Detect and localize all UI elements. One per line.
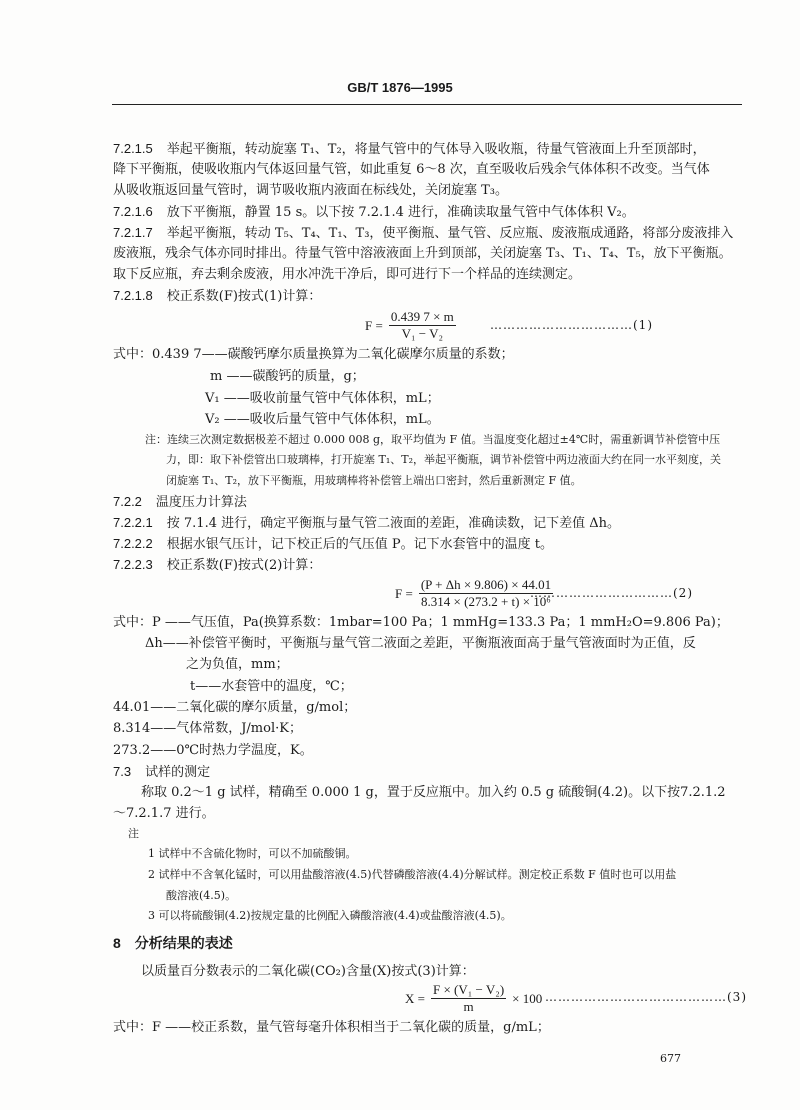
line-text: 酸溶液(4.5)。 [166,889,237,902]
section-number: 8 [113,935,121,951]
text-line [141,964,475,980]
line-text: 从吸收瓶返回量气管时，调节吸收瓶内液面在标线处，关闭旋塞 T₃。 [113,183,509,198]
section-7-2-2 [113,494,247,511]
denominator: 8.314 × (273.2 + t) × 10⁶ [421,594,551,609]
text-line [190,679,353,695]
section-number: 7.2.2.3 [113,557,153,572]
text-line [113,267,581,283]
line-text: 注 [128,827,139,840]
formula-3 [405,982,542,1015]
line-text: t——水套管中的温度，℃； [190,679,353,694]
section-7-2-1-6 [113,204,635,221]
line-text: 根据水银气压计，记下校正后的气压值 P。记下水套管中的温度 t。 [166,537,554,552]
text-line [148,867,676,883]
line-text: m ——碳酸钙的质量，g； [210,369,365,384]
formula-tail: × 100 [512,990,543,1006]
line-text: 之为负值，mm； [186,657,289,672]
section-8 [113,935,233,952]
text-line [166,473,582,489]
text-line [113,700,356,716]
line-text: 3 可以将硫酸铜(4.2)按规定量的比例配入磷酸溶液(4.4)或盐酸溶液(4.5)。 [148,909,512,922]
line-text: 8.314——气体常数，J/mol·K； [113,721,302,736]
line-text: 校正系数(F)按式(1)计算： [166,289,322,304]
equation-number: ……………………………(1) [490,318,653,332]
line-text: 分析结果的表述 [134,936,233,952]
section-number: 7.2.1.5 [113,141,153,156]
line-text: 以质量百分数表示的二氧化碳(CO₂)含量(X)按式(3)计算： [141,964,475,979]
formula-lhs: F = [395,585,413,601]
line-text: 举起平衡瓶，转动旋塞 T₁、T₂，将量气管中的气体导入吸收瓶，待量气管液面上升至顶部时， [166,142,706,157]
numerator: (P + Δh × 9.806) × 44.01 [420,577,552,592]
section-7-2-2-3 [113,557,321,574]
line-text: 式中：F ——校正系数，量气管每毫升体积相当于二氧化碳的质量，g/mL； [113,1020,550,1035]
section-number: 7.2.2.2 [113,536,153,551]
text-line [205,391,440,407]
text-line [113,1020,550,1036]
equation-number: ……………………………………(3) [545,990,747,1004]
denominator: m [463,999,474,1014]
line-text: 放下平衡瓶，静置 15 s。以下按 7.2.1.4 进行，准确读取量气管中气体体积 V₂。 [166,205,635,220]
numerator: 0.439 7 × m [390,309,454,324]
equation-number: ……………………………(2) [530,586,693,600]
text-line [113,347,514,363]
text-line [186,657,289,673]
section-7-2-2-2 [113,536,553,553]
line-text: Δh——补偿管平衡时，平衡瓶与量气管二液面之差距，平衡瓶液面高于量气管液面时为正值，反 [145,636,696,651]
line-text: 温度压力计算法 [155,495,247,510]
header-rule [112,104,742,105]
line-text: 举起平衡瓶，转动 T₅、T₄、T₁、T₃，使平衡瓶、量气管、反应瓶、废液瓶成通路，将部分废液排入 [166,226,734,241]
section-7-2-1-8 [113,288,321,305]
text-line [166,452,721,468]
standard-header: GB/T 1876—1995 [347,80,453,95]
text-line [113,246,732,262]
line-text: 注：连续三次测定数据极差不超过 0.000 008 g，取平均值为 F 值。当温度变化超过±4℃时，需重新调节补偿管中压 [145,433,721,446]
section-number: 7.2.1.8 [113,288,153,303]
fraction [431,982,506,1015]
text-line [145,432,720,448]
formula-1 [365,309,462,342]
line-text: 1 试样中不含硫化物时，可以不加硫酸铜。 [148,847,357,860]
section-7-2-2-1 [113,515,620,532]
line-text: 273.2——0℃时热力学温度，K。 [113,743,313,758]
line-text: 44.01——二氧化碳的摩尔质量，g/mol； [113,700,357,715]
text-line [113,162,710,178]
text-line [205,412,440,428]
text-line [148,908,512,924]
line-text: ～7.2.1.7 进行。 [113,806,215,821]
section-number: 7.2.2 [113,494,142,509]
text-line [141,785,726,801]
text-line [113,743,313,759]
text-line [148,846,357,862]
text-line [113,721,302,737]
line-text: V₁ ——吸收前量气管中气体体积，mL； [205,391,440,406]
formula-lhs: F = [365,317,383,333]
text-line [210,369,365,385]
line-text: 降下平衡瓶，使吸收瓶内气体返回量气管，如此重复 6～8 次，直至吸收后残余气体体积不改变。当气体 [113,162,710,177]
section-number: 7.2.1.7 [113,225,153,240]
section-7-2-1-5 [113,141,706,158]
text-line [145,636,696,652]
line-text: 试样的测定 [145,765,211,780]
line-text: 2 试样中不含氧化锰时，可以用盐酸溶液(4.5)代替磷酸溶液(4.4)分解试样。测定校正系数 F 值时也可以用盐 [148,868,677,881]
text-line [128,826,139,842]
line-text: 式中：0.439 7——碳酸钙摩尔质量换算为二氧化碳摩尔质量的系数； [113,347,514,362]
text-line [113,615,729,631]
line-text: 取下反应瓶，弃去剩余废液，用水冲洗干净后，即可进行下一个样品的连续测定。 [113,267,582,282]
denominator: V₁ − V₂ [401,326,443,341]
page-number: 677 [660,1052,681,1065]
line-text: 力，即：取下补偿管出口玻璃棒，打开旋塞 T₁、T₂，举起平衡瓶，调节补偿管中两边液面大约在同一水平刻度，关 [166,453,721,466]
line-text: 闭旋塞 T₁、T₂，放下平衡瓶，用玻璃棒将补偿管上端出口密封，然后重新测定 F 值。 [166,474,582,487]
line-text: V₂ ——吸收后量气管中气体体积，mL。 [205,412,440,427]
numerator: F × (V₁ − V₂) [432,982,505,997]
text-line [166,888,236,904]
section-number: 7.2.2.1 [113,515,153,530]
line-text: 校正系数(F)按式(2)计算： [166,558,322,573]
section-number: 7.3 [113,764,132,779]
section-7-2-1-7 [113,225,733,242]
line-text: 按 7.1.4 进行，确定平衡瓶与量气管二液面的差距，准确读数，记下差值 Δh。 [166,516,621,531]
section-7-3 [113,764,210,781]
line-text: 式中：P ——气压值，Pa(换算系数：1mbar=100 Pa；1 mmHg=133.3 Pa；1 mmH₂O=9.806 Pa)； [113,615,729,630]
text-line [113,806,215,822]
line-text: 废液瓶，残余气体亦同时排出。待量气管中溶液液面上升到顶部，关闭旋塞 T₃、T₁、T₄、T₅，放下平衡瓶。 [113,246,732,261]
line-text: 称取 0.2～1 g 试样，精确至 0.000 1 g，置于反应瓶中。加入约 0.5 g 硫酸铜(4.2)。以下按7.2.1.2 [141,785,726,800]
text-line [113,183,508,199]
formula-lhs: X = [405,990,425,1006]
section-number: 7.2.1.6 [113,204,153,219]
fraction [389,309,456,342]
